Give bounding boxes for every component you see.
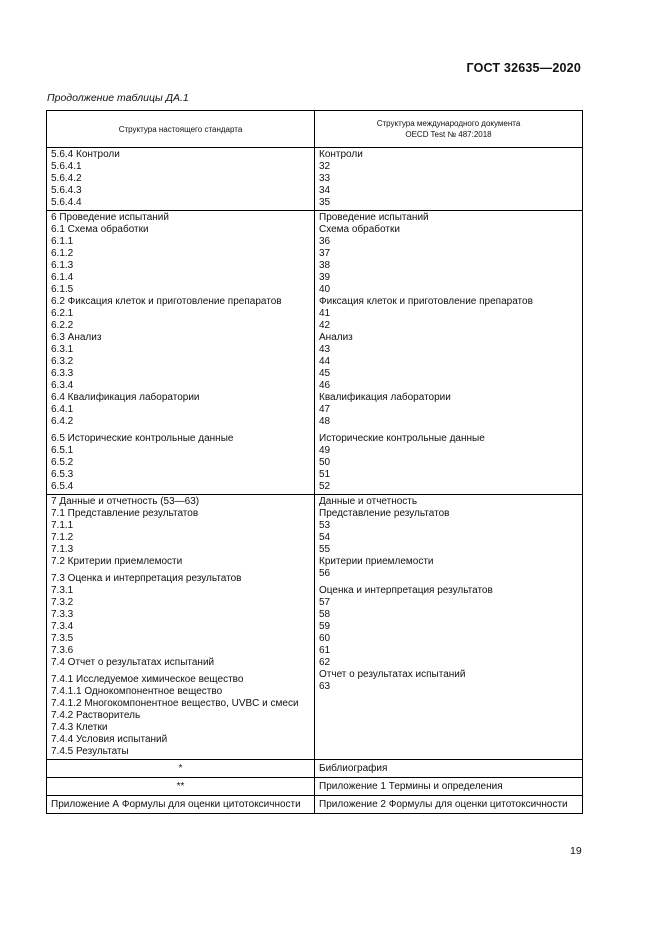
correspondence-table: [46, 110, 583, 814]
cell-line: 7.3.3: [51, 609, 74, 620]
cell-line: 7.3.6: [51, 645, 74, 656]
cell-line: 6.1.2: [51, 248, 74, 259]
cell-line: 60: [319, 633, 331, 644]
page-number: 19: [570, 845, 582, 857]
cell-line: 6.3.1: [51, 344, 74, 355]
cell-line: 5.6.4 Контроли: [51, 149, 120, 160]
cell-line: 7.1.3: [51, 544, 74, 555]
header-this-standard: Структура настоящего стандарта: [47, 111, 315, 148]
cell-line: Фиксация клеток и приготовление препаратов: [319, 296, 533, 307]
cell-international: [315, 211, 583, 495]
cell-line: 7.4.2 Растворитель: [51, 710, 141, 721]
cell-line: 59: [319, 621, 331, 632]
cell-line: 7.3.5: [51, 633, 74, 644]
cell-line: Исторические контрольные данные: [319, 433, 485, 444]
cell-international: Приложение 1 Термины и определения: [315, 778, 583, 796]
cell-line: 6.3.2: [51, 356, 74, 367]
table-row: [47, 796, 583, 814]
cell-this-standard: *: [47, 760, 315, 778]
table-row: [47, 148, 583, 211]
cell-line: 6.5.2: [51, 457, 74, 468]
cell-line: 5.6.4.3: [51, 185, 82, 196]
cell-line: 7.4.4 Условия испытаний: [51, 734, 168, 745]
cell-line: 6.4 Квалификация лаборатории: [51, 392, 200, 403]
cell-line: 6.1.1: [51, 236, 74, 247]
table-header-row: [47, 111, 583, 148]
cell-line: 6.5.1: [51, 445, 74, 456]
cell-line: 43: [319, 344, 331, 355]
cell-line: 36: [319, 236, 331, 247]
cell-line: 51: [319, 469, 331, 480]
cell-line: 6.5 Исторические контрольные данные: [51, 433, 234, 444]
cell-line: 54: [319, 532, 331, 543]
cell-line: 7.4.5 Результаты: [51, 746, 129, 757]
cell-line: 61: [319, 645, 331, 656]
cell-line: 37: [319, 248, 331, 259]
cell-line: 50: [319, 457, 331, 468]
cell-international: [315, 495, 583, 760]
cell-line: 6.4.1: [51, 404, 74, 415]
cell-line: 7.4 Отчет о результатах испытаний: [51, 657, 215, 668]
cell-line: 6.3.4: [51, 380, 74, 391]
table-row: [47, 778, 583, 796]
cell-line: 6.5.4: [51, 481, 74, 492]
table-row: [47, 760, 583, 778]
cell-line: Схема обработки: [319, 224, 400, 235]
cell-line: 6.5.3: [51, 469, 74, 480]
cell-line: 7.1 Представление результатов: [51, 508, 199, 519]
cell-this-standard: [47, 211, 315, 495]
cell-line: 34: [319, 185, 331, 196]
cell-line: 48: [319, 416, 331, 427]
cell-line: 40: [319, 284, 331, 295]
table-row: [47, 211, 583, 495]
cell-line: Данные и отчетность: [319, 496, 418, 507]
header-international-document: [315, 111, 583, 148]
table-caption: Продолжение таблицы ДА.1: [47, 92, 189, 104]
cell-line: 57: [319, 597, 331, 608]
cell-line: 7.4.3 Клетки: [51, 722, 108, 733]
cell-line: Квалификация лаборатории: [319, 392, 451, 403]
cell-line: 6.1.5: [51, 284, 74, 295]
cell-line: 7.4.1.2 Многокомпонентное вещество, UVBC и смеси: [51, 698, 299, 709]
cell-line: 5.6.4.2: [51, 173, 82, 184]
cell-international: Библиография: [315, 760, 583, 778]
cell-line: 6.3.3: [51, 368, 74, 379]
table-body: [47, 148, 583, 814]
cell-line: 6.2.1: [51, 308, 74, 319]
cell-this-standard: **: [47, 778, 315, 796]
cell-line: 6.4.2: [51, 416, 74, 427]
cell-line: 6.2.2: [51, 320, 74, 331]
cell-line: 33: [319, 173, 331, 184]
cell-international: [315, 148, 583, 211]
cell-line: 46: [319, 380, 331, 391]
cell-line: 5.6.4.1: [51, 161, 82, 172]
cell-line: 45: [319, 368, 331, 379]
cell-line: 55: [319, 544, 331, 555]
cell-line: Представление результатов: [319, 508, 450, 519]
cell-line: Критерии приемлемости: [319, 556, 434, 567]
cell-line: 44: [319, 356, 331, 367]
cell-line: 49: [319, 445, 331, 456]
cell-this-standard: [47, 495, 315, 760]
cell-line: 39: [319, 272, 331, 283]
cell-international: Приложение 2 Формулы для оценки цитотоксичности: [315, 796, 583, 814]
cell-line: 47: [319, 404, 331, 415]
cell-line: 6.3 Анализ: [51, 332, 102, 343]
cell-line: 6.1.4: [51, 272, 74, 283]
cell-this-standard: Приложение А Формулы для оценки цитотоксичности: [47, 796, 315, 814]
cell-line: 62: [319, 657, 331, 668]
cell-line: 38: [319, 260, 331, 271]
cell-line: 32: [319, 161, 331, 172]
cell-line: 7.3 Оценка и интерпретация результатов: [51, 573, 242, 584]
cell-line: 52: [319, 481, 331, 492]
table-row: [47, 495, 583, 760]
cell-line: 7.3.4: [51, 621, 74, 632]
cell-line: 6 Проведение испытаний: [51, 212, 169, 223]
cell-line: Отчет о результатах испытаний: [319, 669, 466, 680]
cell-line: 6.1 Схема обработки: [51, 224, 149, 235]
cell-line: 7.3.1: [51, 585, 74, 596]
cell-line: 7.4.1 Исследуемое химическое вещество: [51, 674, 244, 685]
cell-line: Оценка и интерпретация результатов: [319, 585, 493, 596]
cell-this-standard: [47, 148, 315, 211]
cell-line: 6.2 Фиксация клеток и приготовление препаратов: [51, 296, 282, 307]
document-code: ГОСТ 32635—2020: [466, 61, 581, 75]
cell-line: 5.6.4.4: [51, 197, 82, 208]
cell-line: 7.1.2: [51, 532, 74, 543]
header-right-line2: OECD Test № 487:2018: [405, 130, 492, 139]
cell-line: 7.3.2: [51, 597, 74, 608]
cell-line: Контроли: [319, 149, 363, 160]
cell-line: 7.2 Критерии приемлемости: [51, 556, 183, 567]
cell-line: 56: [319, 568, 331, 579]
cell-line: 6.1.3: [51, 260, 74, 271]
cell-line: Проведение испытаний: [319, 212, 429, 223]
cell-line: 58: [319, 609, 331, 620]
cell-line: 63: [319, 681, 331, 692]
cell-line: 41: [319, 308, 331, 319]
header-right-line1: Структура международного документа: [376, 119, 521, 128]
cell-line: 35: [319, 197, 331, 208]
cell-line: 42: [319, 320, 331, 331]
cell-line: 7.1.1: [51, 520, 74, 531]
cell-line: 7 Данные и отчетность (53—63): [51, 496, 200, 507]
cell-line: Анализ: [319, 332, 353, 343]
cell-line: 7.4.1.1 Однокомпонентное вещество: [51, 686, 223, 697]
cell-line: 53: [319, 520, 331, 531]
